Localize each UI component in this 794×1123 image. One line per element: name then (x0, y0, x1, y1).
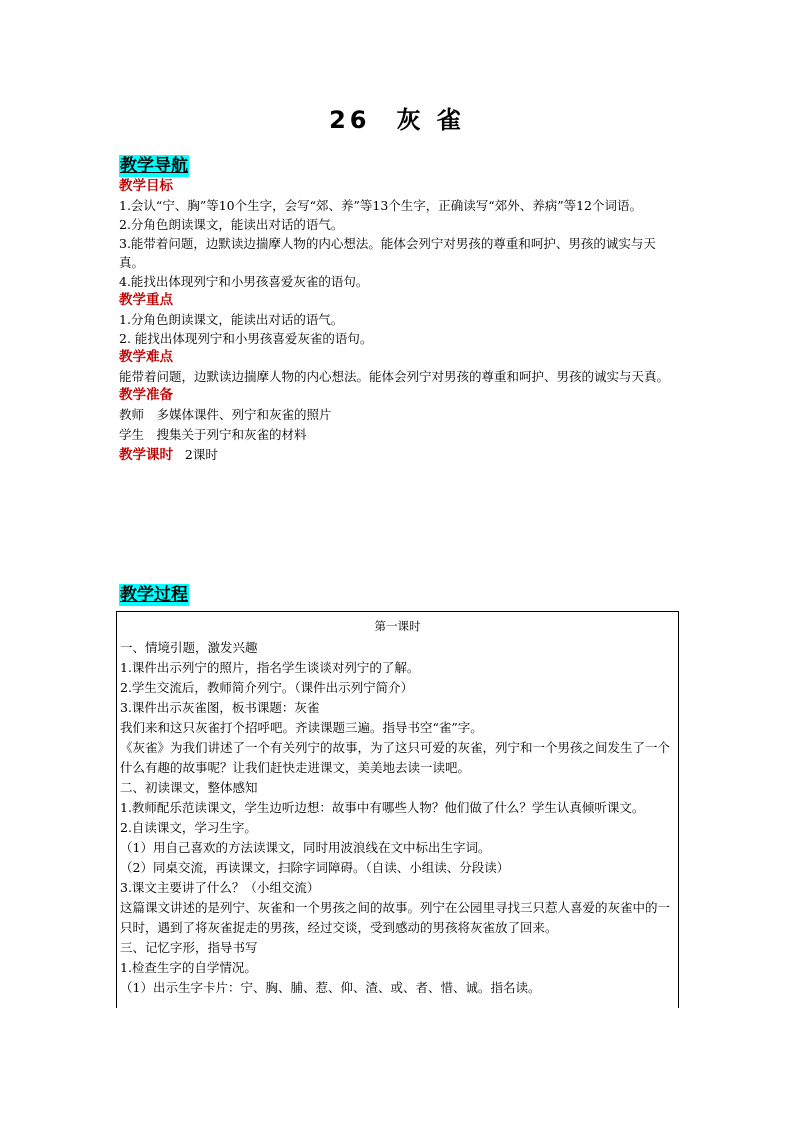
process-line: 1.检查生字的自学情况。 (120, 960, 257, 975)
teaching-process-table (116, 611, 679, 1008)
process-line: （1）出示生字卡片：宁、胸、脯、惹、仰、渣、或、者、惜、诚。指名读。 (120, 980, 541, 995)
lesson-name: 灰 雀 (396, 106, 465, 134)
preparation-student: 学生 搜集关于列宁和灰雀的材料 (119, 427, 307, 442)
difficulty-label: 教学难点 (119, 349, 173, 365)
teaching-hours-row (119, 445, 679, 465)
key-point-2: 2. 能找出体现列宁和小男孩喜爱灰雀的语句。 (119, 331, 373, 346)
teaching-navigation-section (119, 155, 679, 465)
goal-item-1: 1.会认“宁、胸”等10个生字，会写“郊、养”等13个生字，正确读写“郊外、养病”等12个词语。 (119, 198, 642, 213)
process-paragraph: 《灰雀》为我们讲述了一个有关列宁的故事，为了这只可爱的灰雀，列宁和一个男孩之间发生了一个什么有趣的故事呢？让我们赶快走进课文，美美地去读一读吧。 (120, 740, 671, 775)
teaching-goals-label: 教学目标 (119, 178, 173, 194)
preparation-label: 教学准备 (119, 387, 173, 403)
process-line: （1）用自己喜欢的方法读课文，同时用波浪线在文中标出生字词。 (120, 840, 491, 855)
teaching-hours-label: 教学课时 (119, 447, 173, 463)
teaching-process-heading: 教学过程 (120, 585, 188, 605)
goal-item-4: 4.能找出体现列宁和小男孩喜爱灰雀的语句。 (119, 274, 369, 289)
goal-item-2: 2.分角色朗读课文，能读出对话的语气。 (119, 217, 344, 232)
process-line: 3.课件出示灰雀图，板书课题：灰雀 (120, 700, 320, 715)
process-line: （2）同桌交流，再读课文，扫除字词障碍。（自读、小组读、分段读） (120, 860, 510, 875)
teaching-hours-value: 2课时 (184, 447, 218, 462)
goal-item-3: 3.能带着问题，边默读边揣摩人物的内心想法。能体会列宁对男孩的尊重和呵护、男孩的诚实与天真。 (119, 236, 656, 270)
process-paragraph: 这篇课文讲述的是列宁、灰雀和一个男孩之间的故事。列宁在公园里寻找三只惹人喜爱的灰雀中的一只时，遇到了将灰雀捉走的男孩，经过交谈，受到感动的男孩将灰雀放了回来。 (120, 900, 671, 935)
process-line: 3.课文主要讲了什么？（小组交流） (120, 880, 320, 895)
process-line: 2.自读课文，学习生字。 (120, 820, 257, 835)
lesson-number: 26 (329, 106, 371, 134)
preparation-teacher: 教师 多媒体课件、列宁和灰雀的照片 (119, 407, 332, 422)
lesson-title (0, 100, 794, 135)
process-line: 1.教师配乐范读课文，学生边听边想：故事中有哪些人物？他们做了什么？学生认真倾听课文。 (120, 800, 645, 815)
key-point-1: 1.分角色朗读课文，能读出对话的语气。 (119, 312, 344, 327)
process-line: 2.学生交流后，教师简介列宁。（课件出示列宁简介） (120, 680, 414, 695)
process-line: 我们来和这只灰雀打个招呼吧。齐读课题三遍。指导书空“雀”字。 (120, 720, 483, 735)
teaching-process-heading-wrap (119, 584, 189, 606)
process-line: 三、记忆字形，指导书写 (120, 940, 258, 955)
session-title: 第一课时 (374, 619, 421, 633)
difficulty-text: 能带着问题，边默读边揣摩人物的内心想法。能体会列宁对男孩的尊重和呵护、男孩的诚实与天真。 (119, 369, 670, 384)
process-line: 1.课件出示列宁的照片，指名学生谈谈对列宁的了解。 (120, 660, 420, 675)
process-line: 二、初读课文，整体感知 (120, 780, 258, 795)
process-line: 一、情境引题，激发兴趣 (120, 640, 258, 655)
teaching-navigation-heading: 教学导航 (120, 156, 188, 176)
key-points-label: 教学重点 (119, 292, 173, 308)
